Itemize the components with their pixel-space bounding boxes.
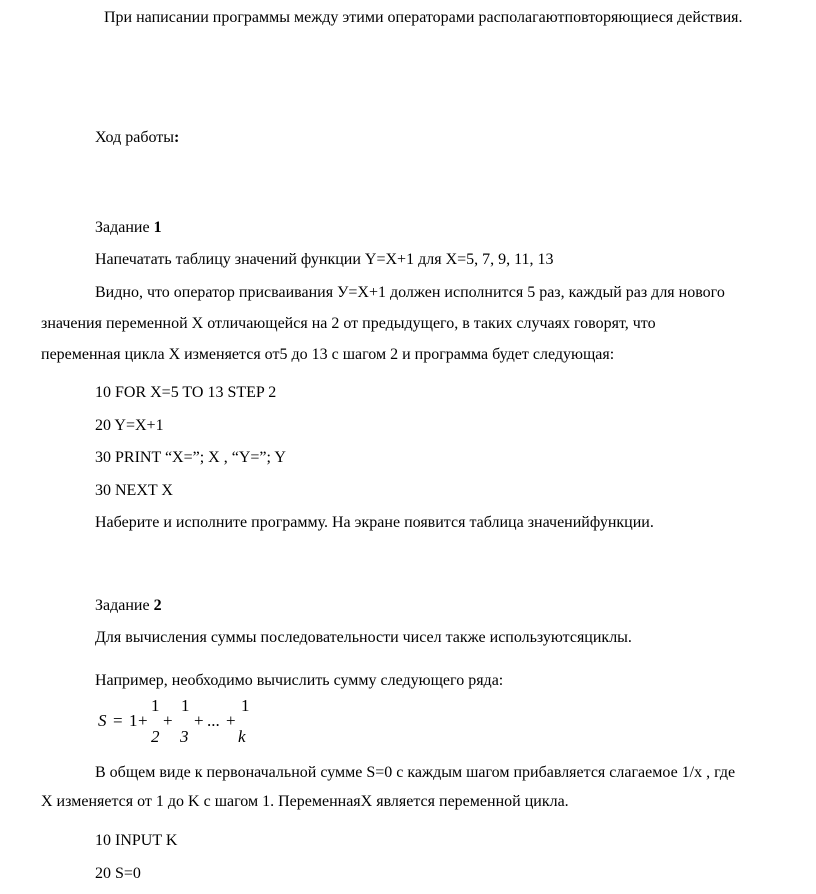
task1-code-line: 30 PRINT “X=”; X , “Y=”; Y	[95, 449, 286, 466]
series-formula	[96, 696, 296, 748]
formula-plus: +	[194, 711, 204, 730]
formula-plus: +	[138, 711, 148, 730]
formula-denominator-k: k	[238, 727, 246, 746]
formula-numerator: 1	[181, 696, 190, 715]
task1-code-line: 20 Y=X+1	[95, 417, 164, 434]
formula-numerator: 1	[151, 696, 160, 715]
formula-plus: +	[226, 711, 236, 730]
progress-heading-colon: :	[174, 129, 180, 146]
formula-lhs: S	[98, 711, 107, 730]
task1-statement: Напечатать таблицу значений функции Y=X+1 для X=5, 7, 9, 11, 13	[95, 251, 554, 268]
formula-denominator-3: 3	[180, 727, 189, 746]
task1-paragraph-line: Видно, что оператор присваивания У=Х+1 должен исполнится 5 раз, каждый раз для нового	[95, 284, 725, 301]
task1-heading	[95, 218, 162, 238]
intro-text: При написании программы между этими операторами располагаютповторяющиеся действия.	[104, 9, 743, 26]
task1-paragraph-line: переменная цикла X изменяется от5 до 13 с шагом 2 и программа будет следующая:	[41, 346, 615, 363]
task2-paragraph-line: X изменяется от 1 до K с шагом 1. ПеременнаяX является переменной цикла.	[41, 793, 569, 810]
task1-number: 1	[153, 219, 162, 236]
task1-label: Задание	[95, 219, 154, 236]
formula-denominator-2: 2	[151, 727, 160, 746]
task1-code-line: 10 FOR X=5 TO 13 STEP 2	[95, 384, 277, 401]
task2-code-line: 20 S=0	[95, 865, 141, 882]
formula-equals: =	[113, 711, 123, 730]
progress-heading	[95, 128, 179, 148]
formula-ellipsis: ...	[207, 711, 220, 730]
task1-paragraph-line: значения переменной X отличающейся на 2 от предыдущего, в таких случаях говорят, что	[41, 315, 656, 332]
formula-numerator: 1	[241, 696, 250, 715]
formula-one: 1	[129, 711, 138, 730]
formula-plus: +	[163, 711, 173, 730]
task2-example-line: Например, необходимо вычислить сумму следующего ряда:	[95, 672, 504, 689]
task1-code-line: 30 NEXT X	[95, 482, 173, 499]
task2-paragraph-line: В общем виде к первоначальной сумме S=0 с каждым шагом прибавляется слагаемое 1/х , где	[95, 764, 736, 781]
task2-intro-line: Для вычисления суммы последовательности чисел также используютсяциклы.	[95, 629, 632, 646]
task2-number: 2	[153, 597, 162, 614]
task2-code-line: 10 INPUT K	[95, 832, 178, 849]
task1-closing: Наберите и исполните программу. На экране появится таблица значенийфункции.	[95, 514, 654, 531]
task2-heading	[95, 596, 162, 616]
progress-heading-text: Ход работы	[95, 129, 174, 146]
task2-label: Задание	[95, 597, 154, 614]
